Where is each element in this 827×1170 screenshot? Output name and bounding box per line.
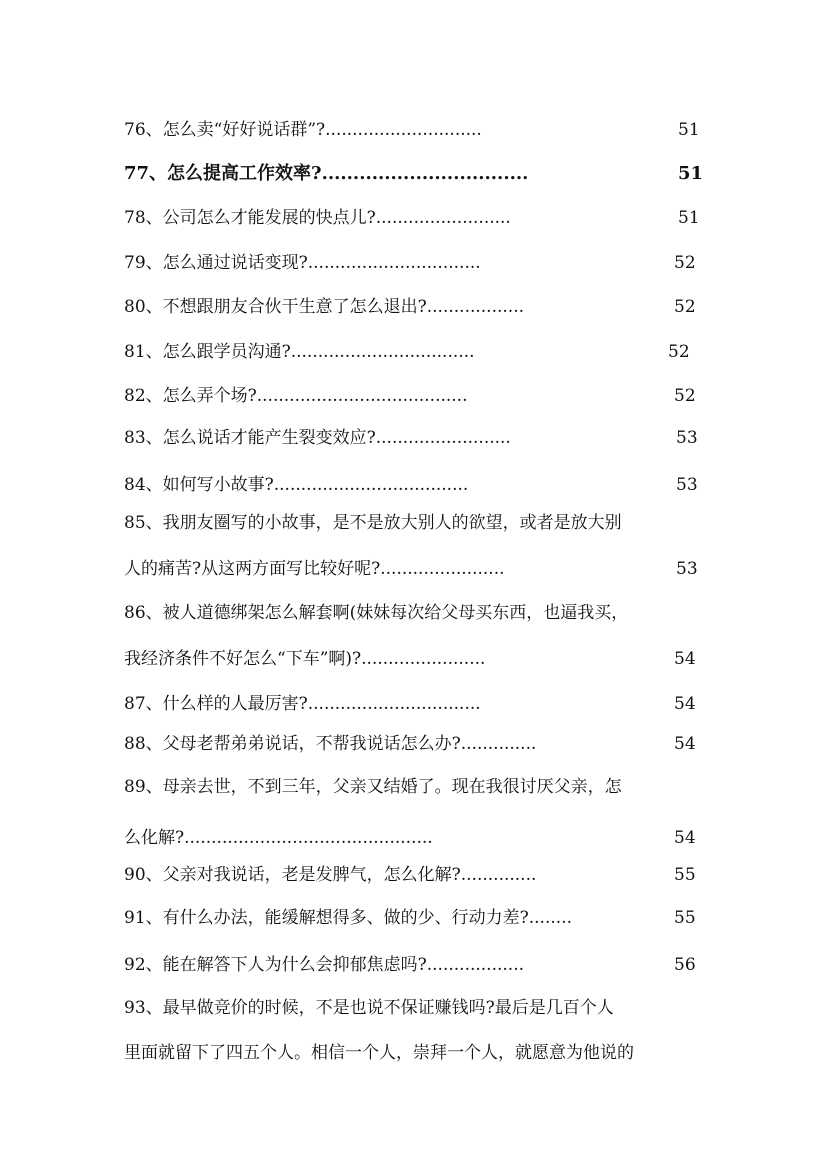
toc-entry-line[interactable]: 93、最早做竞价的时候，不是也说不保证赚钱吗?最后是几百个人 <box>124 998 614 1018</box>
toc-page-number: 53 <box>676 428 698 448</box>
toc-page-number: 52 <box>674 386 696 406</box>
toc-page-number: 54 <box>674 694 696 714</box>
toc-entry[interactable] <box>124 297 704 317</box>
toc-page-number: 56 <box>674 955 696 975</box>
toc-page-number: 52 <box>668 342 690 362</box>
toc-entry-line[interactable]: 里面就留下了四五个人。相信一个人，崇拜一个人，就愿意为他说的 <box>124 1043 634 1063</box>
toc-entry[interactable] <box>124 955 704 975</box>
toc-entry[interactable] <box>124 342 704 362</box>
toc-page-number: 54 <box>674 649 696 669</box>
toc-entry[interactable] <box>124 649 704 669</box>
toc-page-number: 55 <box>674 865 696 885</box>
toc-page-number: 54 <box>674 828 696 848</box>
toc-entry-text: 79、怎么通过说话变现?................................ <box>124 253 481 273</box>
toc-entry-text: 91、有什么办法，能缓解想得多、做的少、行动力差?........ <box>124 908 572 928</box>
toc-page-number: 51 <box>678 163 704 184</box>
toc-page-number: 52 <box>674 297 696 317</box>
toc-entry-text: 84、如何写小故事?.................................... <box>124 475 469 495</box>
toc-entry-text: 88、父母老帮弟弟说话，不帮我说话怎么办?.............. <box>124 734 537 754</box>
toc-entry-text: 77、怎么提高工作效率?................................. <box>124 163 529 184</box>
toc-entry-text: 78、公司怎么才能发展的快点儿?......................... <box>124 208 511 228</box>
toc-entry-line[interactable]: 85、我朋友圈写的小故事，是不是放大别人的欲望，或者是放大别 <box>124 513 622 533</box>
toc-entry[interactable] <box>124 120 704 140</box>
toc-entry-text: 80、不想跟朋友合伙干生意了怎么退出?.................. <box>124 297 525 317</box>
toc-entry[interactable] <box>124 734 704 754</box>
toc-entry-text: 81、怎么跟学员沟通?.................................. <box>124 342 475 362</box>
toc-entry-text: 我经济条件不好怎么“下车”啊)?....................... <box>124 649 486 669</box>
toc-page-number: 55 <box>674 908 696 928</box>
toc-entry[interactable] <box>124 865 704 885</box>
toc-page-number: 52 <box>674 253 696 273</box>
toc-entry[interactable] <box>124 164 704 184</box>
toc-entry[interactable] <box>124 386 704 406</box>
toc-entry-text: 83、怎么说话才能产生裂变效应?......................... <box>124 428 511 448</box>
toc-entry[interactable] <box>124 475 704 495</box>
toc-page-number: 51 <box>678 208 700 228</box>
toc-page-number: 53 <box>676 475 698 495</box>
toc-entry-text: 90、父亲对我说话，老是发脾气，怎么化解?.............. <box>124 865 537 885</box>
toc-entry[interactable] <box>124 908 704 928</box>
toc-entry[interactable] <box>124 208 704 228</box>
toc-entry-text: 76、怎么卖“好好说话群”?............................. <box>124 120 482 140</box>
toc-entry[interactable] <box>124 559 704 579</box>
toc-entry-text: 87、什么样的人最厉害?................................ <box>124 694 481 714</box>
toc-entry-line[interactable]: 89、母亲去世，不到三年，父亲又结婚了。现在我很讨厌父亲，怎 <box>124 777 622 797</box>
toc-entry-text: 82、怎么弄个场?....................................... <box>124 386 468 406</box>
toc-page-number: 54 <box>674 734 696 754</box>
toc-entry-text: 人的痛苦?从这两方面写比较好呢?....................... <box>124 559 505 579</box>
toc-page-number: 51 <box>678 120 700 140</box>
toc-entry[interactable] <box>124 828 704 848</box>
toc-entry-line[interactable]: 86、被人道德绑架怎么解套啊(妹妹每次给父母买东西，也逼我买， <box>124 603 629 623</box>
toc-page-number: 53 <box>676 559 698 579</box>
toc-entry[interactable] <box>124 253 704 273</box>
toc-entry[interactable] <box>124 428 704 448</box>
toc-entry-text: 92、能在解答下人为什么会抑郁焦虑吗?.................. <box>124 955 525 975</box>
toc-entry-text: 么化解?.............................................. <box>124 828 433 848</box>
toc-entry[interactable] <box>124 694 704 714</box>
